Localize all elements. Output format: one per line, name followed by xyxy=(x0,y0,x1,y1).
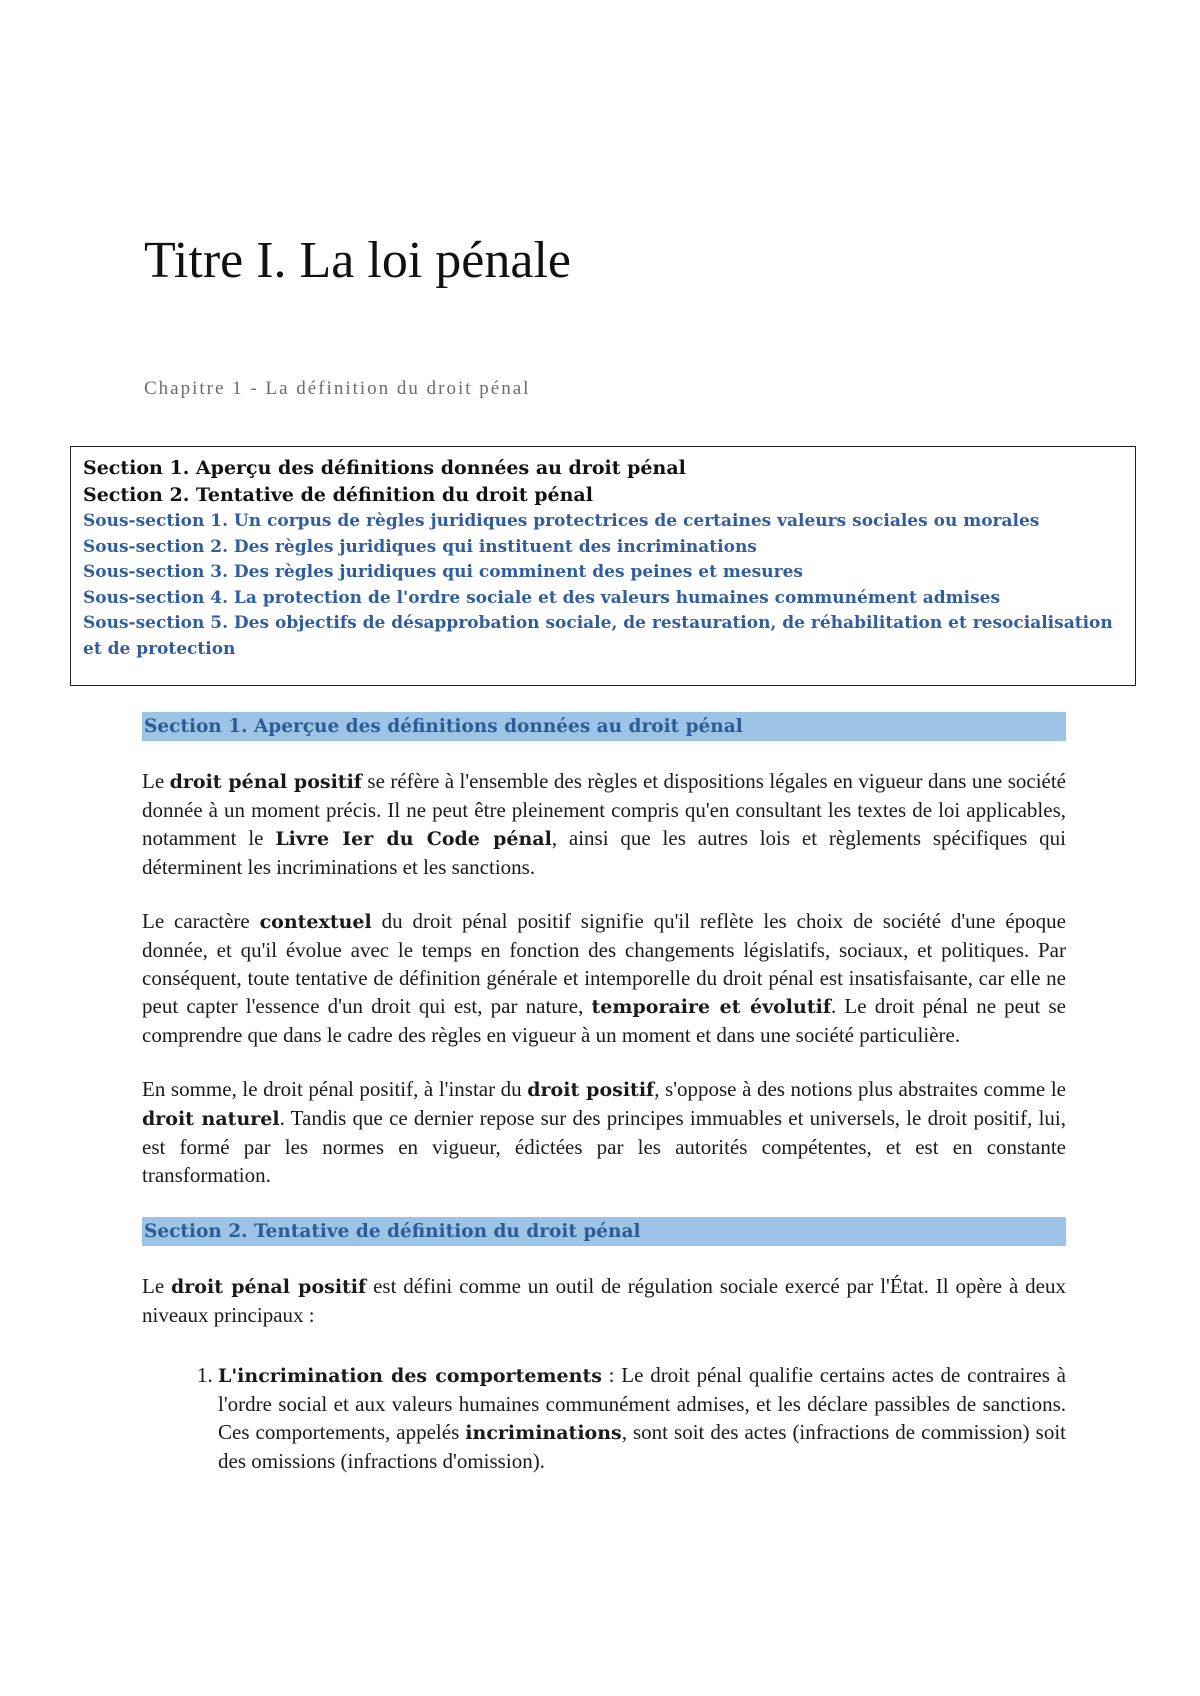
section-2-paragraph-1: Le droit pénal positif est défini comme un outil de régulation sociale exercé par l'État. Il opère à deux niveaux principaux : xyxy=(142,1274,1066,1327)
list-item: 1. L'incrimination des comportements : Le droit pénal qualifie certains actes de contraires à l'ordre social et aux valeurs humaines communément admises, et les déclare passibles de sanctions. Ces comportements, appelés incriminations, sont soit des actes (infractions de commission) soit des omissions (infractions d'omission). xyxy=(218,1361,1066,1475)
document-title: Titre I. La loi pénale xyxy=(144,232,571,289)
toc-section-2: Section 2. Tentative de définition du droit pénal xyxy=(83,484,593,506)
section-1-heading: Section 1. Aperçue des définitions données au droit pénal xyxy=(142,712,1066,741)
section-1-paragraph-1: Le droit pénal positif se réfère à l'ensemble des règles et dispositions légales en vigueur dans une société donnée à un moment précis. Il ne peut être pleinement compris qu'en consultant les textes de loi applicables, notamment le Livre Ier du Code pénal, ainsi que les autres lois et règlements spécifiques qui déterminent les incriminations et les sanctions. xyxy=(142,769,1067,879)
section-1-paragraph-3: En somme, le droit pénal positif, à l'instar du droit positif, s'oppose à des notions plus abstraites comme le droit naturel. Tandis que ce dernier repose sur des principes immuables et universels, le droit positif, lui, est formé par les normes en vigueur, édictées par les autorités compétentes, et est en constante transformation. xyxy=(142,1077,1066,1187)
section-2-heading: Section 2. Tentative de définition du droit pénal xyxy=(142,1217,1066,1246)
toc-subsection-1: Sous-section 1. Un corpus de règles juridiques protectrices de certaines valeurs sociales ou morales xyxy=(83,511,1040,531)
document-body xyxy=(142,712,1066,1475)
toc-subsection-4: Sous-section 4. La protection de l'ordre sociale et des valeurs humaines communément admises xyxy=(83,587,1001,608)
numbered-list xyxy=(142,1361,1066,1475)
toc-subsection-5: Sous-section 5. Des objectifs de désapprobation sociale, de restauration, de réhabilitation et resocialisation et de protection xyxy=(83,613,1113,659)
toc-section-1: Section 1. Aperçu des définitions données au droit pénal xyxy=(83,457,686,479)
toc-subsection-2: Sous-section 2. Des règles juridiques qui instituent des incriminations xyxy=(83,536,757,557)
section-1-paragraph-2: Le caractère contextuel du droit pénal positif signifie qu'il reflète les choix de société d'une époque donnée, et qu'il évolue avec le temps en fonction des changements législatifs, sociaux, et politiques. Par conséquent, toute tentative de définition générale et intemporelle du droit pénal est insatisfaisante, car elle ne peut capter l'essence d'un droit qui est, par nature, temporaire et évolutif. Le droit pénal ne peut se comprendre que dans le cadre des règles en vigueur à un moment et dans une société particulière. xyxy=(142,909,1066,1047)
chapter-heading: Chapitre 1 - La définition du droit pénal xyxy=(144,378,531,399)
table-of-contents xyxy=(70,446,1136,686)
toc-subsection-3: Sous-section 3. Des règles juridiques qui comminent des peines et mesures xyxy=(83,562,803,582)
